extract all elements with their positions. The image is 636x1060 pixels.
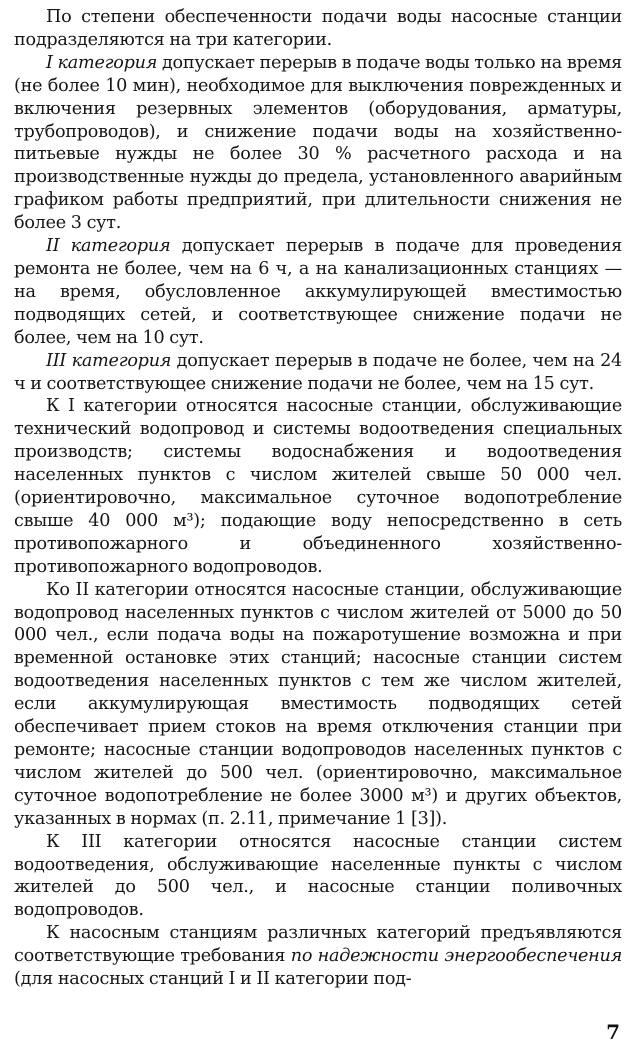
page-number: 7 — [606, 1020, 620, 1044]
paragraph-text: К насосным станциям различных категорий предъявляются соответствующие требования — [14, 923, 622, 967]
paragraph-text: По степени обеспеченности подачи воды насосные станции подразделяются на три категории. — [14, 7, 622, 50]
paragraph-text: допускает перерыв в подаче не более, чем на 24 ч и соответствующее снижение подачи не более, чем на 15 сут. — [14, 350, 622, 394]
category-1-stations-paragraph — [14, 395, 622, 578]
category-3-label: III категория — [46, 350, 172, 371]
category-2-label: II категория — [46, 236, 171, 257]
category-1-paragraph — [14, 52, 622, 235]
paragraph-text: допускает перерыв в подаче для проведения ремонта не более, чем на 6 ч, а на канализационных станциях — на время, обусловленное аккумулирующей вместимостью подводящих сетей, и соответствующее снижение подачи не более, чем на 10 сут. — [14, 236, 623, 348]
requirements-paragraph — [14, 922, 622, 991]
document-page — [14, 6, 622, 991]
paragraph-text: Ко II категории относятся насосные станции, обслуживающие водопровод населенных пунктов с числом жителей от 5000 до 50 000 чел., если подача воды на пожаротушение возможна и при временной остановке этих станций; насосные станции систем водоотведения населенных пунктов с тем же числом жителей, если аккумулирующая вместимость подводящих сетей обеспечивает прием стоков на время отключения станции при ремонте; насосные станции водопроводов населенных пунктов с числом жителей до 500 чел. (ориентировочно, максимальное суточное водопотребление не более 3000 м³) и других объектов, указанных в нормах (п. 2.11, примечание 1 [3]). — [14, 579, 622, 829]
category-3-stations-paragraph — [14, 831, 622, 923]
category-1-label: I категория — [46, 52, 158, 73]
paragraph-text: К I категории относятся насосные станции, обслуживающие технический водопровод и системы водоотведения специальных производств; системы водоснабжения и водоотведения населенных пунктов с числом жителей свыше 50 000 чел. (ориентировочно, максимальное суточное водопотребление свыше 40 000 м³); подающие воду непосредственно в сеть противопожарного и объединенного хозяйственно-противопожарного водопроводов. — [14, 396, 622, 577]
category-2-stations-paragraph — [14, 579, 622, 831]
intro-paragraph — [14, 6, 622, 52]
italic-phrase: по надежности энергообеспечения — [285, 946, 622, 967]
category-3-paragraph — [14, 350, 622, 396]
paragraph-text: допускает перерыв в подаче воды только на время (не более 10 мин), необходимое для выключения поврежденных и включения резервных элементов (оборудования, арматуры, трубопроводов), и снижение подачи воды на хозяйственно-питьевые нужды не более 30 % расчетного расхода и на производственные нужды до предела, установленного аварийным графиком работы предприятий, при длительности снижения не более 3 сут. — [14, 52, 622, 234]
category-2-paragraph — [14, 235, 622, 350]
paragraph-tail: (для насосных станций I и II категории под- — [14, 969, 412, 990]
paragraph-text: К III категории относятся насосные станции систем водоотведения, обслуживающие населенные пункты с числом жителей до 500 чел., и насосные станции поливочных водопроводов. — [14, 831, 622, 921]
